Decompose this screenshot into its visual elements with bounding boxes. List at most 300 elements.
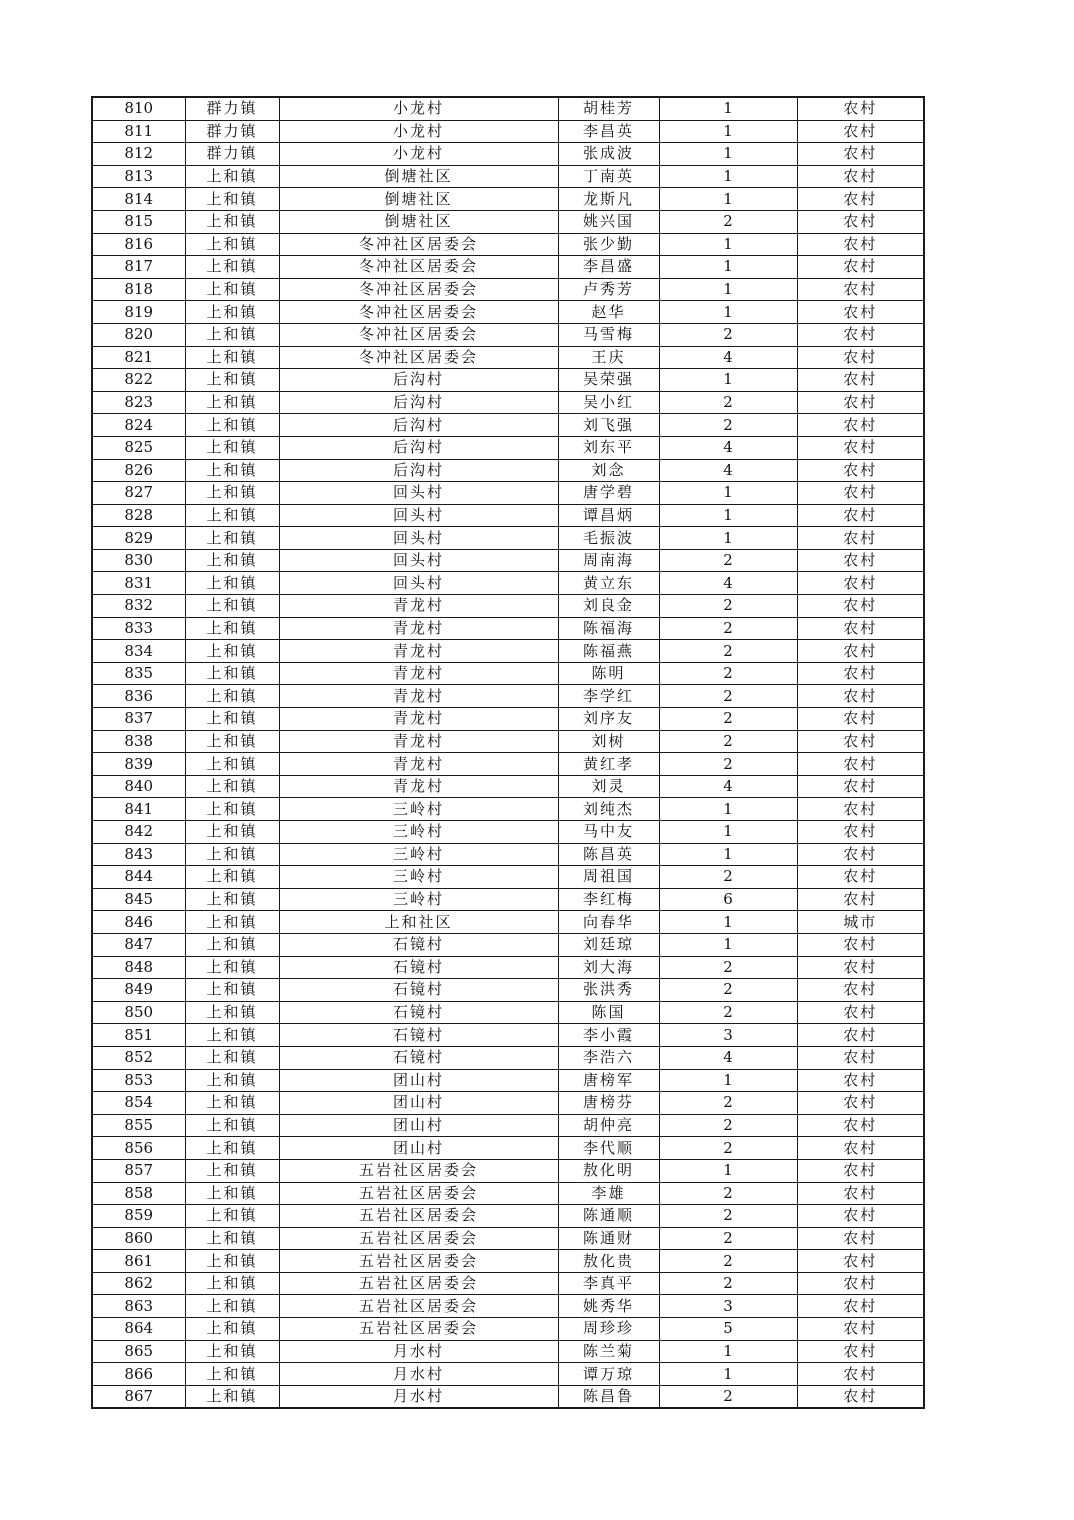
table-row	[92, 685, 924, 708]
cell-serial-number: 850	[92, 1001, 185, 1024]
table-row	[92, 346, 924, 369]
table-row	[92, 1092, 924, 1115]
cell-person-name: 李代顺	[558, 1137, 659, 1160]
cell-village: 月水村	[279, 1385, 558, 1408]
cell-town: 上和镇	[185, 188, 279, 211]
cell-serial-number: 856	[92, 1137, 185, 1160]
cell-person-name: 刘良金	[558, 595, 659, 618]
cell-area-type: 农村	[797, 1385, 924, 1408]
cell-village: 回头村	[279, 504, 558, 527]
cell-household-count: 1	[659, 233, 797, 256]
table-row	[92, 369, 924, 392]
cell-village: 冬冲社区居委会	[279, 301, 558, 324]
cell-person-name: 刘大海	[558, 956, 659, 979]
cell-person-name: 马雪梅	[558, 323, 659, 346]
table-row	[92, 1272, 924, 1295]
cell-area-type: 农村	[797, 278, 924, 301]
cell-town: 上和镇	[185, 956, 279, 979]
cell-person-name: 陈昌英	[558, 843, 659, 866]
cell-serial-number: 814	[92, 188, 185, 211]
cell-serial-number: 867	[92, 1385, 185, 1408]
cell-person-name: 李雄	[558, 1182, 659, 1205]
cell-serial-number: 833	[92, 617, 185, 640]
cell-village: 石镜村	[279, 1046, 558, 1069]
cell-village: 三岭村	[279, 843, 558, 866]
cell-household-count: 4	[659, 346, 797, 369]
cell-village: 上和社区	[279, 911, 558, 934]
cell-village: 五岩社区居委会	[279, 1250, 558, 1273]
cell-household-count: 2	[659, 1250, 797, 1273]
cell-household-count: 2	[659, 1182, 797, 1205]
cell-household-count: 4	[659, 775, 797, 798]
cell-town: 上和镇	[185, 821, 279, 844]
cell-area-type: 农村	[797, 617, 924, 640]
cell-village: 五岩社区居委会	[279, 1318, 558, 1341]
cell-person-name: 黄红孝	[558, 753, 659, 776]
cell-household-count: 2	[659, 414, 797, 437]
cell-town: 上和镇	[185, 414, 279, 437]
cell-household-count: 2	[659, 979, 797, 1002]
cell-town: 上和镇	[185, 1205, 279, 1228]
cell-serial-number: 858	[92, 1182, 185, 1205]
cell-household-count: 1	[659, 301, 797, 324]
cell-household-count: 4	[659, 436, 797, 459]
cell-person-name: 周南海	[558, 549, 659, 572]
cell-town: 上和镇	[185, 165, 279, 188]
cell-village: 团山村	[279, 1137, 558, 1160]
cell-household-count: 1	[659, 120, 797, 143]
table-row	[92, 1114, 924, 1137]
cell-town: 群力镇	[185, 97, 279, 120]
cell-serial-number: 830	[92, 549, 185, 572]
cell-household-count: 1	[659, 527, 797, 550]
cell-town: 上和镇	[185, 1250, 279, 1273]
table-row	[92, 256, 924, 279]
table-row	[92, 979, 924, 1002]
table-row	[92, 391, 924, 414]
table-row	[92, 459, 924, 482]
cell-town: 上和镇	[185, 256, 279, 279]
cell-area-type: 农村	[797, 866, 924, 889]
cell-area-type: 农村	[797, 1069, 924, 1092]
cell-area-type: 农村	[797, 1092, 924, 1115]
cell-town: 上和镇	[185, 369, 279, 392]
cell-serial-number: 813	[92, 165, 185, 188]
table-row	[92, 1001, 924, 1024]
cell-area-type: 农村	[797, 730, 924, 753]
table-row	[92, 1363, 924, 1386]
table-row	[92, 911, 924, 934]
cell-village: 石镜村	[279, 1001, 558, 1024]
cell-town: 上和镇	[185, 1159, 279, 1182]
cell-serial-number: 836	[92, 685, 185, 708]
cell-household-count: 1	[659, 143, 797, 166]
cell-town: 上和镇	[185, 866, 279, 889]
cell-serial-number: 835	[92, 662, 185, 685]
cell-village: 回头村	[279, 549, 558, 572]
cell-person-name: 刘飞强	[558, 414, 659, 437]
cell-household-count: 2	[659, 1137, 797, 1160]
roster-table	[91, 96, 925, 1409]
cell-household-count: 2	[659, 753, 797, 776]
cell-town: 上和镇	[185, 843, 279, 866]
cell-village: 三岭村	[279, 798, 558, 821]
cell-serial-number: 820	[92, 323, 185, 346]
roster-table-body	[92, 97, 924, 1408]
table-row	[92, 1046, 924, 1069]
cell-person-name: 张成波	[558, 143, 659, 166]
cell-village: 团山村	[279, 1069, 558, 1092]
cell-person-name: 刘树	[558, 730, 659, 753]
cell-person-name: 周祖国	[558, 866, 659, 889]
table-row	[92, 120, 924, 143]
table-row	[92, 595, 924, 618]
table-row	[92, 798, 924, 821]
cell-area-type: 农村	[797, 1182, 924, 1205]
cell-person-name: 陈通财	[558, 1227, 659, 1250]
cell-town: 上和镇	[185, 323, 279, 346]
cell-serial-number: 849	[92, 979, 185, 1002]
cell-person-name: 刘序友	[558, 708, 659, 731]
cell-household-count: 2	[659, 210, 797, 233]
cell-village: 团山村	[279, 1092, 558, 1115]
cell-household-count: 1	[659, 165, 797, 188]
cell-area-type: 农村	[797, 436, 924, 459]
cell-person-name: 李小霞	[558, 1024, 659, 1047]
cell-household-count: 1	[659, 1363, 797, 1386]
cell-village: 三岭村	[279, 888, 558, 911]
table-row	[92, 97, 924, 120]
cell-serial-number: 818	[92, 278, 185, 301]
cell-area-type: 农村	[797, 369, 924, 392]
cell-village: 回头村	[279, 572, 558, 595]
cell-area-type: 农村	[797, 527, 924, 550]
cell-town: 上和镇	[185, 888, 279, 911]
cell-serial-number: 838	[92, 730, 185, 753]
cell-household-count: 1	[659, 843, 797, 866]
cell-serial-number: 864	[92, 1318, 185, 1341]
table-row	[92, 482, 924, 505]
cell-area-type: 农村	[797, 1363, 924, 1386]
cell-person-name: 卢秀芳	[558, 278, 659, 301]
cell-serial-number: 829	[92, 527, 185, 550]
table-row	[92, 572, 924, 595]
cell-town: 上和镇	[185, 730, 279, 753]
cell-person-name: 唐学碧	[558, 482, 659, 505]
table-row	[92, 323, 924, 346]
cell-area-type: 农村	[797, 210, 924, 233]
cell-household-count: 2	[659, 708, 797, 731]
cell-household-count: 2	[659, 1092, 797, 1115]
cell-village: 月水村	[279, 1340, 558, 1363]
cell-village: 后沟村	[279, 414, 558, 437]
cell-household-count: 4	[659, 1046, 797, 1069]
cell-town: 上和镇	[185, 346, 279, 369]
cell-town: 上和镇	[185, 459, 279, 482]
cell-person-name: 张少勤	[558, 233, 659, 256]
cell-person-name: 唐榜军	[558, 1069, 659, 1092]
cell-serial-number: 831	[92, 572, 185, 595]
cell-person-name: 毛振波	[558, 527, 659, 550]
cell-village: 冬冲社区居委会	[279, 233, 558, 256]
cell-village: 倒塘社区	[279, 165, 558, 188]
cell-area-type: 农村	[797, 775, 924, 798]
cell-village: 小龙村	[279, 143, 558, 166]
cell-town: 上和镇	[185, 278, 279, 301]
cell-serial-number: 845	[92, 888, 185, 911]
cell-village: 冬冲社区居委会	[279, 278, 558, 301]
cell-serial-number: 837	[92, 708, 185, 731]
cell-village: 青龙村	[279, 775, 558, 798]
cell-serial-number: 815	[92, 210, 185, 233]
cell-person-name: 姚秀华	[558, 1295, 659, 1318]
table-row	[92, 143, 924, 166]
cell-village: 后沟村	[279, 391, 558, 414]
cell-person-name: 周珍珍	[558, 1318, 659, 1341]
cell-person-name: 李红梅	[558, 888, 659, 911]
cell-serial-number: 866	[92, 1363, 185, 1386]
cell-village: 五岩社区居委会	[279, 1182, 558, 1205]
cell-serial-number: 863	[92, 1295, 185, 1318]
cell-town: 上和镇	[185, 1114, 279, 1137]
cell-household-count: 1	[659, 798, 797, 821]
table-row	[92, 1295, 924, 1318]
cell-household-count: 2	[659, 1001, 797, 1024]
cell-serial-number: 846	[92, 911, 185, 934]
table-row	[92, 617, 924, 640]
cell-town: 上和镇	[185, 595, 279, 618]
cell-area-type: 农村	[797, 504, 924, 527]
cell-household-count: 2	[659, 685, 797, 708]
cell-person-name: 刘东平	[558, 436, 659, 459]
table-row	[92, 1205, 924, 1228]
cell-household-count: 2	[659, 730, 797, 753]
cell-village: 冬冲社区居委会	[279, 346, 558, 369]
cell-person-name: 赵华	[558, 301, 659, 324]
cell-town: 上和镇	[185, 1092, 279, 1115]
cell-serial-number: 860	[92, 1227, 185, 1250]
cell-serial-number: 855	[92, 1114, 185, 1137]
cell-household-count: 1	[659, 933, 797, 956]
cell-household-count: 1	[659, 97, 797, 120]
cell-serial-number: 857	[92, 1159, 185, 1182]
cell-household-count: 2	[659, 323, 797, 346]
table-row	[92, 1182, 924, 1205]
cell-town: 上和镇	[185, 933, 279, 956]
cell-person-name: 黄立东	[558, 572, 659, 595]
cell-household-count: 2	[659, 956, 797, 979]
cell-serial-number: 822	[92, 369, 185, 392]
cell-serial-number: 824	[92, 414, 185, 437]
cell-area-type: 农村	[797, 1250, 924, 1273]
cell-household-count: 6	[659, 888, 797, 911]
cell-person-name: 李学红	[558, 685, 659, 708]
cell-area-type: 农村	[797, 256, 924, 279]
cell-person-name: 谭万琼	[558, 1363, 659, 1386]
cell-village: 小龙村	[279, 97, 558, 120]
cell-person-name: 王庆	[558, 346, 659, 369]
cell-village: 五岩社区居委会	[279, 1227, 558, 1250]
cell-person-name: 李昌盛	[558, 256, 659, 279]
cell-serial-number: 841	[92, 798, 185, 821]
table-row	[92, 821, 924, 844]
cell-household-count: 1	[659, 1069, 797, 1092]
cell-serial-number: 865	[92, 1340, 185, 1363]
cell-serial-number: 827	[92, 482, 185, 505]
cell-area-type: 农村	[797, 888, 924, 911]
cell-serial-number: 843	[92, 843, 185, 866]
cell-village: 三岭村	[279, 821, 558, 844]
table-row	[92, 866, 924, 889]
cell-area-type: 农村	[797, 549, 924, 572]
table-row	[92, 888, 924, 911]
cell-town: 上和镇	[185, 1340, 279, 1363]
cell-household-count: 2	[659, 1227, 797, 1250]
cell-area-type: 农村	[797, 1318, 924, 1341]
cell-village: 回头村	[279, 527, 558, 550]
table-row	[92, 843, 924, 866]
cell-village: 小龙村	[279, 120, 558, 143]
cell-person-name: 唐榜芬	[558, 1092, 659, 1115]
table-row	[92, 1137, 924, 1160]
cell-town: 上和镇	[185, 1295, 279, 1318]
cell-town: 上和镇	[185, 1318, 279, 1341]
table-row	[92, 436, 924, 459]
cell-town: 上和镇	[185, 482, 279, 505]
cell-town: 上和镇	[185, 708, 279, 731]
cell-town: 上和镇	[185, 1001, 279, 1024]
cell-household-count: 3	[659, 1024, 797, 1047]
cell-person-name: 陈通顺	[558, 1205, 659, 1228]
cell-household-count: 2	[659, 866, 797, 889]
cell-village: 青龙村	[279, 685, 558, 708]
cell-area-type: 农村	[797, 821, 924, 844]
cell-household-count: 2	[659, 1114, 797, 1137]
cell-serial-number: 821	[92, 346, 185, 369]
cell-person-name: 吴荣强	[558, 369, 659, 392]
table-row	[92, 933, 924, 956]
cell-area-type: 农村	[797, 233, 924, 256]
cell-household-count: 2	[659, 1385, 797, 1408]
cell-area-type: 农村	[797, 979, 924, 1002]
cell-serial-number: 842	[92, 821, 185, 844]
cell-village: 五岩社区居委会	[279, 1205, 558, 1228]
cell-person-name: 马中友	[558, 821, 659, 844]
cell-village: 石镜村	[279, 1024, 558, 1047]
cell-town: 上和镇	[185, 1069, 279, 1092]
table-row	[92, 1385, 924, 1408]
cell-area-type: 农村	[797, 1001, 924, 1024]
cell-person-name: 陈国	[558, 1001, 659, 1024]
cell-area-type: 农村	[797, 843, 924, 866]
cell-village: 石镜村	[279, 956, 558, 979]
cell-area-type: 农村	[797, 165, 924, 188]
table-row	[92, 662, 924, 685]
cell-household-count: 1	[659, 278, 797, 301]
cell-area-type: 农村	[797, 1272, 924, 1295]
cell-serial-number: 817	[92, 256, 185, 279]
cell-town: 上和镇	[185, 1137, 279, 1160]
cell-serial-number: 828	[92, 504, 185, 527]
cell-town: 上和镇	[185, 617, 279, 640]
cell-village: 回头村	[279, 482, 558, 505]
cell-serial-number: 819	[92, 301, 185, 324]
cell-person-name: 陈福燕	[558, 640, 659, 663]
cell-area-type: 农村	[797, 459, 924, 482]
cell-person-name: 丁南英	[558, 165, 659, 188]
cell-village: 倒塘社区	[279, 188, 558, 211]
cell-village: 倒塘社区	[279, 210, 558, 233]
cell-household-count: 2	[659, 595, 797, 618]
cell-village: 月水村	[279, 1363, 558, 1386]
cell-village: 石镜村	[279, 979, 558, 1002]
cell-serial-number: 852	[92, 1046, 185, 1069]
table-row	[92, 1069, 924, 1092]
cell-village: 冬冲社区居委会	[279, 323, 558, 346]
cell-area-type: 农村	[797, 1024, 924, 1047]
cell-town: 上和镇	[185, 527, 279, 550]
cell-person-name: 陈昌鲁	[558, 1385, 659, 1408]
cell-area-type: 农村	[797, 391, 924, 414]
table-row	[92, 640, 924, 663]
cell-person-name: 李真平	[558, 1272, 659, 1295]
cell-area-type: 农村	[797, 933, 924, 956]
table-row	[92, 165, 924, 188]
cell-area-type: 农村	[797, 708, 924, 731]
cell-area-type: 农村	[797, 685, 924, 708]
table-row	[92, 1250, 924, 1273]
cell-area-type: 农村	[797, 143, 924, 166]
cell-village: 后沟村	[279, 459, 558, 482]
table-row	[92, 527, 924, 550]
cell-serial-number: 825	[92, 436, 185, 459]
cell-person-name: 李昌英	[558, 120, 659, 143]
cell-household-count: 4	[659, 572, 797, 595]
cell-household-count: 4	[659, 459, 797, 482]
cell-serial-number: 823	[92, 391, 185, 414]
cell-serial-number: 862	[92, 1272, 185, 1295]
table-row	[92, 549, 924, 572]
cell-area-type: 农村	[797, 1159, 924, 1182]
cell-town: 上和镇	[185, 979, 279, 1002]
table-row	[92, 233, 924, 256]
cell-town: 上和镇	[185, 233, 279, 256]
cell-town: 上和镇	[185, 301, 279, 324]
cell-person-name: 姚兴国	[558, 210, 659, 233]
cell-area-type: 农村	[797, 1295, 924, 1318]
cell-person-name: 胡仲亮	[558, 1114, 659, 1137]
cell-household-count: 1	[659, 188, 797, 211]
cell-household-count: 2	[659, 549, 797, 572]
cell-village: 五岩社区居委会	[279, 1159, 558, 1182]
cell-area-type: 农村	[797, 1227, 924, 1250]
cell-town: 上和镇	[185, 391, 279, 414]
cell-area-type: 农村	[797, 956, 924, 979]
cell-village: 石镜村	[279, 933, 558, 956]
table-row	[92, 301, 924, 324]
cell-village: 冬冲社区居委会	[279, 256, 558, 279]
cell-serial-number: 834	[92, 640, 185, 663]
cell-person-name: 敖化明	[558, 1159, 659, 1182]
cell-area-type: 农村	[797, 640, 924, 663]
cell-village: 后沟村	[279, 436, 558, 459]
cell-person-name: 谭昌炳	[558, 504, 659, 527]
cell-household-count: 1	[659, 482, 797, 505]
cell-serial-number: 811	[92, 120, 185, 143]
cell-person-name: 张洪秀	[558, 979, 659, 1002]
cell-area-type: 农村	[797, 662, 924, 685]
cell-household-count: 2	[659, 391, 797, 414]
